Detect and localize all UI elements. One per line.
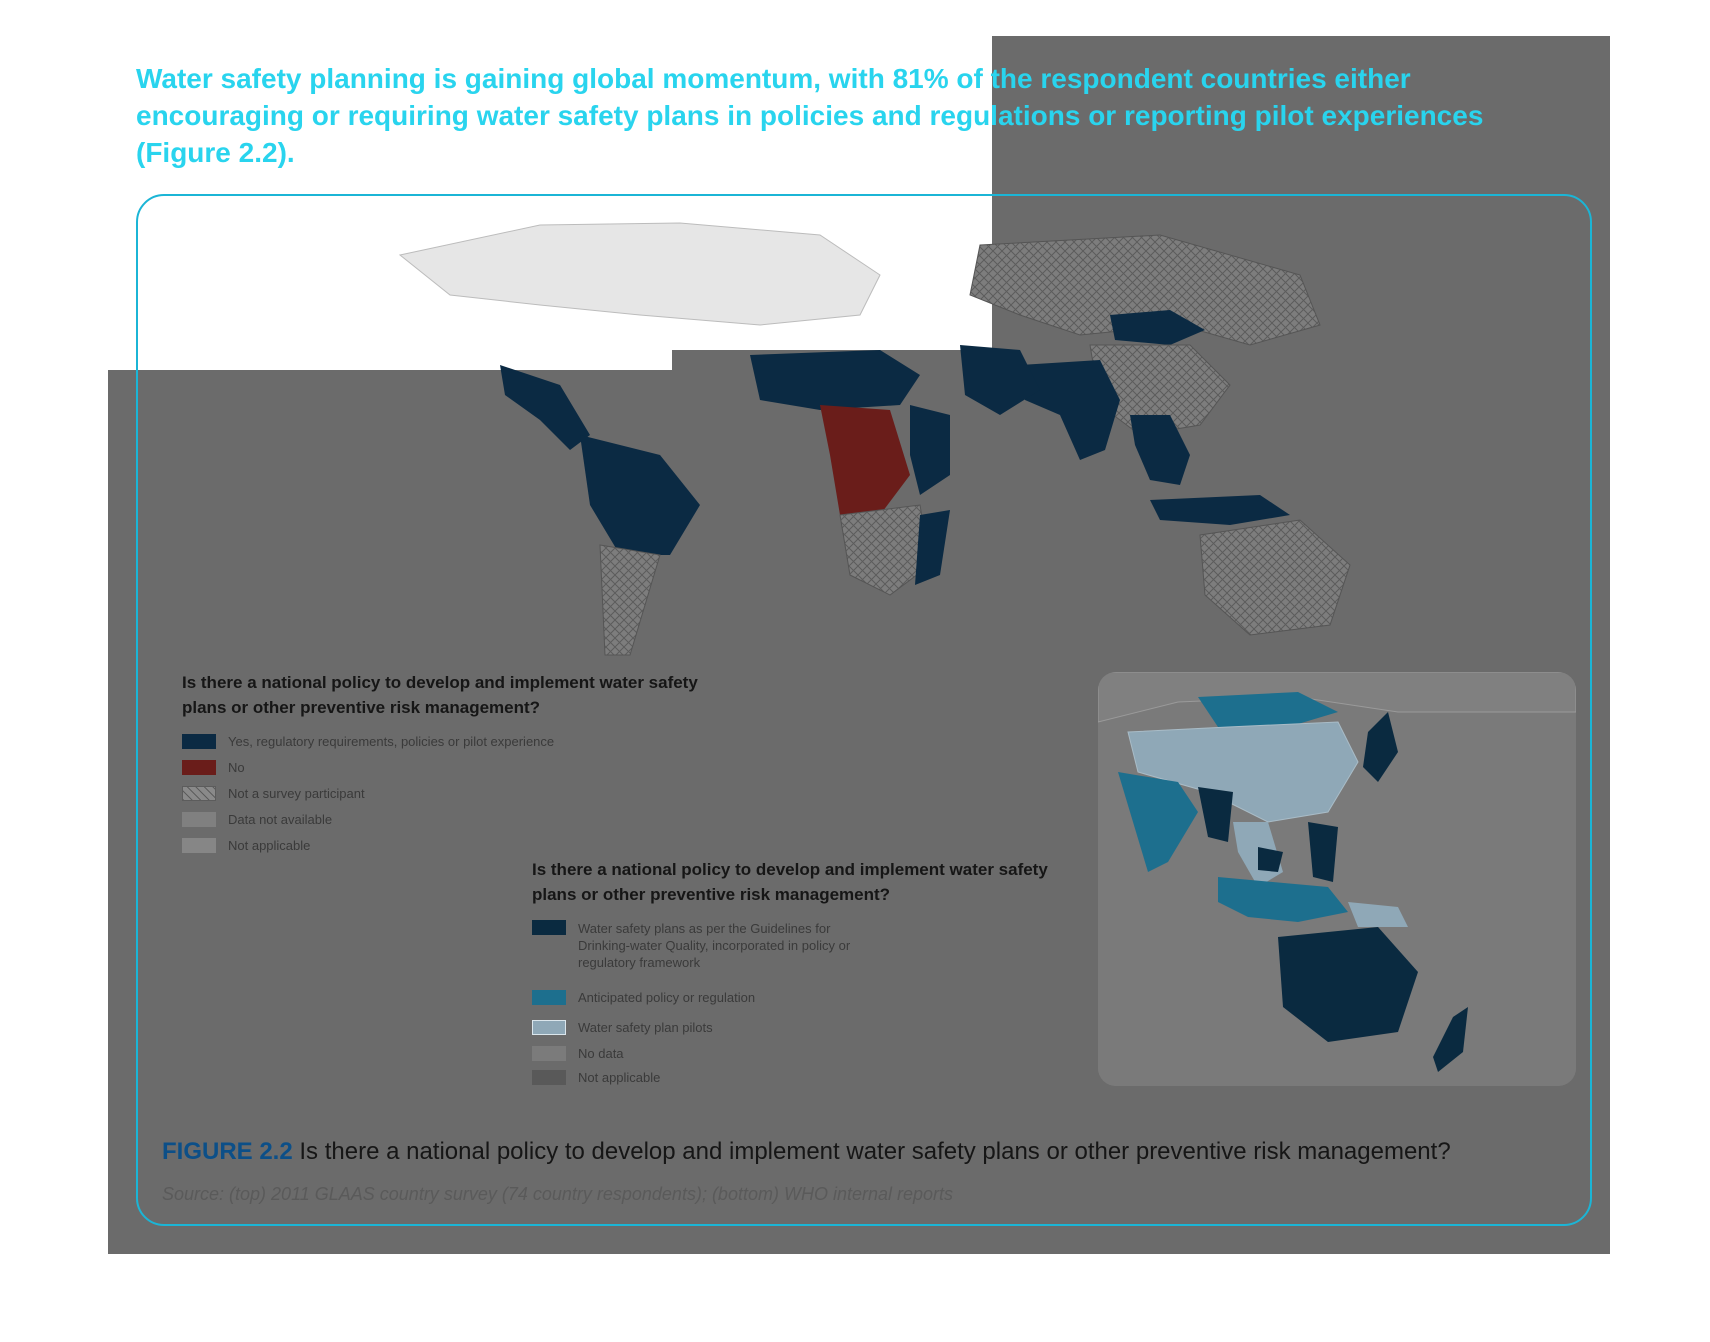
legend-item-pilots bbox=[532, 1020, 872, 1046]
figure-label: FIGURE 2.2 bbox=[162, 1138, 293, 1165]
map-australia bbox=[1200, 520, 1350, 635]
legend-item-not-participant bbox=[182, 786, 554, 812]
legend-label: Not a survey participant bbox=[228, 786, 365, 801]
legend-label: Water safety plans as per the Guidelines for Drinking-water Quality, incorporated in policy or regulatory framework bbox=[578, 921, 851, 970]
map-central-africa-no bbox=[820, 405, 910, 515]
legend-label: Not applicable bbox=[228, 838, 311, 853]
swatch-pilots bbox=[532, 1020, 566, 1035]
legend-label: Not applicable bbox=[578, 1070, 661, 1085]
headline: Water safety planning is gaining global momentum, with 81% of the respondent countries either encouraging or requiring water safety plans in policies and regulations or reporting pilot experiences (Figure 2.2). bbox=[136, 63, 1484, 168]
legend-label: Water safety plan pilots bbox=[578, 1020, 713, 1035]
swatch-no bbox=[182, 760, 216, 775]
map-brazil bbox=[580, 435, 700, 555]
legend-label: Anticipated policy or regulation bbox=[578, 990, 756, 1005]
world-map bbox=[120, 215, 1420, 685]
figure-caption bbox=[162, 1138, 1451, 1166]
figure-source: Source: (top) 2011 GLAAS country survey (74 country respondents); (bottom) WHO internal reports bbox=[162, 1184, 954, 1204]
map-central-america bbox=[500, 365, 590, 450]
map-middle-east bbox=[960, 345, 1040, 415]
legend-item-no bbox=[182, 760, 554, 786]
world-legend-title: Is there a national policy to develop and implement water safety plans or other preventive risk management? bbox=[182, 673, 698, 717]
inset-legend-title: Is there a national policy to develop and implement water safety plans or other preventive risk management? bbox=[532, 860, 1048, 904]
inset-legend bbox=[532, 920, 872, 1094]
map-east-africa bbox=[910, 405, 950, 495]
legend-label: Data not available bbox=[228, 812, 333, 827]
map-north-region bbox=[400, 223, 880, 325]
legend-label: No data bbox=[578, 1046, 624, 1061]
legend-label: Yes, regulatory requirements, policies or pilot experience bbox=[228, 734, 555, 749]
swatch-anticipated bbox=[532, 990, 566, 1005]
map-mozambique bbox=[915, 510, 950, 585]
swatch-data-not-available bbox=[182, 812, 216, 827]
legend-item-anticipated bbox=[532, 990, 872, 1020]
swatch-not-applicable bbox=[182, 838, 216, 853]
map-north-africa bbox=[750, 350, 920, 410]
legend-item-inset-not-applicable bbox=[532, 1070, 872, 1094]
legend-item-yes bbox=[182, 734, 554, 760]
swatch-inset-not-applicable bbox=[532, 1070, 566, 1085]
inset-map bbox=[1098, 672, 1576, 1086]
inset-map-box bbox=[1098, 672, 1576, 1086]
legend-label: No bbox=[228, 760, 245, 775]
swatch-yes bbox=[182, 734, 216, 749]
legend-item-data-not-available bbox=[182, 812, 554, 838]
swatch-no-data bbox=[532, 1046, 566, 1061]
world-legend bbox=[182, 734, 554, 864]
figure-caption-text: Is there a national policy to develop and implement water safety plans or other preventive risk management? bbox=[292, 1138, 1451, 1165]
swatch-not-participant bbox=[182, 786, 216, 801]
map-south-america-south bbox=[600, 545, 660, 655]
map-south-asia bbox=[1020, 360, 1120, 460]
map-indonesia bbox=[1150, 495, 1290, 525]
swatch-wsp-guidelines bbox=[532, 920, 566, 935]
legend-item-not-applicable bbox=[182, 838, 554, 864]
legend-item-no-data bbox=[532, 1046, 872, 1070]
legend-item-wsp-guidelines bbox=[532, 920, 872, 990]
